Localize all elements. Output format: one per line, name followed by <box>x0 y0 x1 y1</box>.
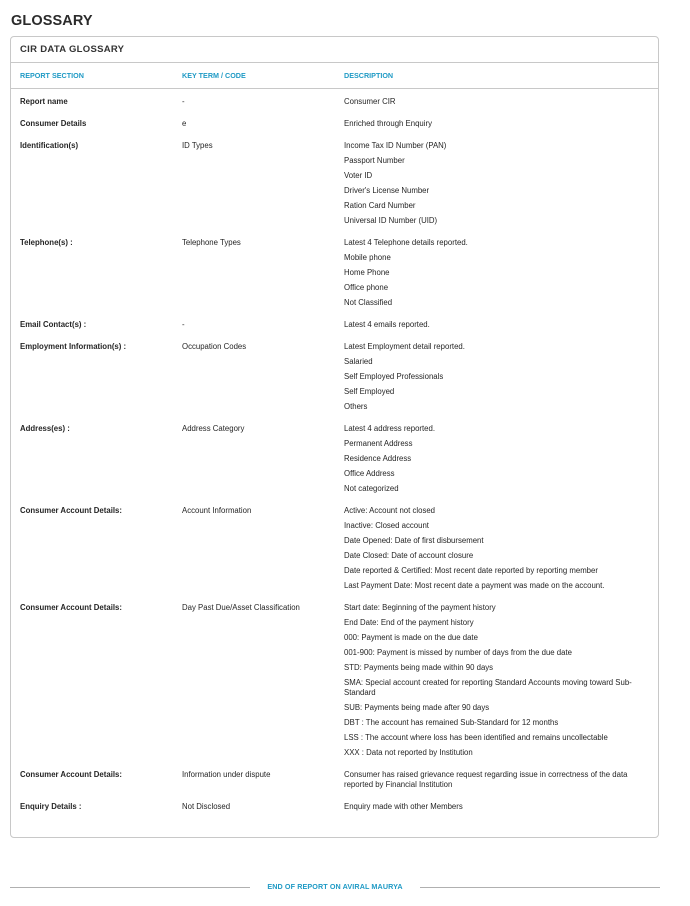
description-line: Consumer CIR <box>344 97 396 106</box>
column-header-key-term: KEY TERM / CODE <box>173 63 335 89</box>
description-line: Voter ID <box>344 171 373 180</box>
description-line: Income Tax ID Number (PAN) <box>344 141 447 150</box>
description-line: Enriched through Enquiry <box>344 119 432 128</box>
description-line: XXX : Data not reported by Institution <box>344 748 473 757</box>
description-line: Residence Address <box>344 454 412 463</box>
key-term-cell: Not Disclosed <box>182 802 231 811</box>
description-line: Ration Card Number <box>344 201 416 210</box>
description-line: Not Classified <box>344 298 393 307</box>
description-line: SMA: Special account created for reporting Standard Accounts moving toward Sub-Standard <box>344 678 632 697</box>
description-line: Date Opened: Date of first disbursement <box>344 536 484 545</box>
report-section-cell: Telephone(s) : <box>20 238 73 247</box>
description-line: Passport Number <box>344 156 405 165</box>
table-header-row <box>11 63 658 89</box>
description-line: Others <box>344 402 368 411</box>
description-line: SUB: Payments being made after 90 days <box>344 703 490 712</box>
description-line: Driver's License Number <box>344 186 430 195</box>
description-line: Self Employed <box>344 387 395 396</box>
description-line: Latest Employment detail reported. <box>344 342 465 351</box>
key-term-cell: - <box>182 97 185 106</box>
description-line: Office Address <box>344 469 395 478</box>
description-line: Latest 4 address reported. <box>344 424 436 433</box>
report-section-cell: Enquiry Details : <box>20 802 82 811</box>
description-line: Consumer has raised grievance request regarding issue in correctness of the data reported by Financial Institution <box>344 770 628 789</box>
description-line: Mobile phone <box>344 253 391 262</box>
table-row <box>11 800 658 815</box>
row-spacer <box>11 793 658 800</box>
table-row <box>11 117 658 132</box>
page-title: GLOSSARY <box>11 13 93 29</box>
row-spacer <box>11 333 658 340</box>
table-row <box>11 139 658 229</box>
key-term-cell: Day Past Due/Asset Classification <box>182 603 300 612</box>
description-line: Start date: Beginning of the payment history <box>344 603 496 612</box>
description-line: Not categorized <box>344 484 399 493</box>
description-line: STD: Payments being made within 90 days <box>344 663 494 672</box>
table-row <box>11 340 658 415</box>
report-section-cell: Identification(s) <box>20 141 79 150</box>
key-term-cell: Information under dispute <box>182 770 271 779</box>
key-term-cell: - <box>182 320 185 329</box>
description-line: Latest 4 emails reported. <box>344 320 430 329</box>
glossary-card <box>10 36 659 838</box>
table-row <box>11 504 658 594</box>
description-line: Home Phone <box>344 268 390 277</box>
row-spacer <box>11 497 658 504</box>
key-term-cell: Address Category <box>182 424 245 433</box>
report-section-cell: Consumer Details <box>20 119 87 128</box>
footer-rule-left <box>10 887 250 888</box>
table-row <box>11 601 658 761</box>
report-section-cell: Consumer Account Details: <box>20 506 122 515</box>
column-header-description: DESCRIPTION <box>335 63 658 89</box>
report-section-cell: Consumer Account Details: <box>20 770 122 779</box>
key-term-cell: Occupation Codes <box>182 342 247 351</box>
key-term-cell: e <box>182 119 187 128</box>
description-line: DBT : The account has remained Sub-Standard for 12 months <box>344 718 559 727</box>
table-row <box>11 768 658 793</box>
table-body <box>11 89 658 822</box>
row-spacer <box>11 229 658 236</box>
row-spacer <box>11 311 658 318</box>
table-row <box>11 422 658 497</box>
description-line: LSS : The account where loss has been identified and remains uncollectable <box>344 733 608 742</box>
description-line: Inactive: Closed account <box>344 521 429 530</box>
description-line: Date Closed: Date of account closure <box>344 551 474 560</box>
description-line: Latest 4 Telephone details reported. <box>344 238 468 247</box>
report-section-cell: Report name <box>20 97 68 106</box>
row-spacer <box>11 132 658 139</box>
description-line: 001-900: Payment is missed by number of days from the due date <box>344 648 572 657</box>
description-line: Date reported & Certified: Most recent date reported by reporting member <box>344 566 598 575</box>
row-spacer <box>11 815 658 822</box>
card-title: CIR DATA GLOSSARY <box>11 37 658 63</box>
report-section-cell: Email Contact(s) : <box>20 320 87 329</box>
description-line: Last Payment Date: Most recent date a payment was made on the account. <box>344 581 605 590</box>
description-line: Universal ID Number (UID) <box>344 216 438 225</box>
description-line: 000: Payment is made on the due date <box>344 633 478 642</box>
report-section-cell: Consumer Account Details: <box>20 603 122 612</box>
description-line: Active: Account not closed <box>344 506 436 515</box>
key-term-cell: Account Information <box>182 506 252 515</box>
column-header-report-section: REPORT SECTION <box>11 63 173 89</box>
table-row <box>11 236 658 311</box>
description-line: Permanent Address <box>344 439 413 448</box>
table-row <box>11 89 658 110</box>
key-term-cell: ID Types <box>182 141 213 150</box>
row-spacer <box>11 110 658 117</box>
description-line: Self Employed Professionals <box>344 372 444 381</box>
description-line: End Date: End of the payment history <box>344 618 474 627</box>
report-section-cell: Employment Information(s) : <box>20 342 127 351</box>
description-line: Salaried <box>344 357 373 366</box>
key-term-cell: Telephone Types <box>182 238 241 247</box>
description-line: Office phone <box>344 283 389 292</box>
end-of-report-text: END OF REPORT ON AVIRAL MAURYA <box>267 882 403 891</box>
row-spacer <box>11 761 658 768</box>
report-section-cell: Address(es) : <box>20 424 70 433</box>
footer-rule-right <box>420 887 660 888</box>
table-row <box>11 318 658 333</box>
description-line: Enquiry made with other Members <box>344 802 463 811</box>
row-spacer <box>11 415 658 422</box>
row-spacer <box>11 594 658 601</box>
glossary-table <box>11 63 658 822</box>
